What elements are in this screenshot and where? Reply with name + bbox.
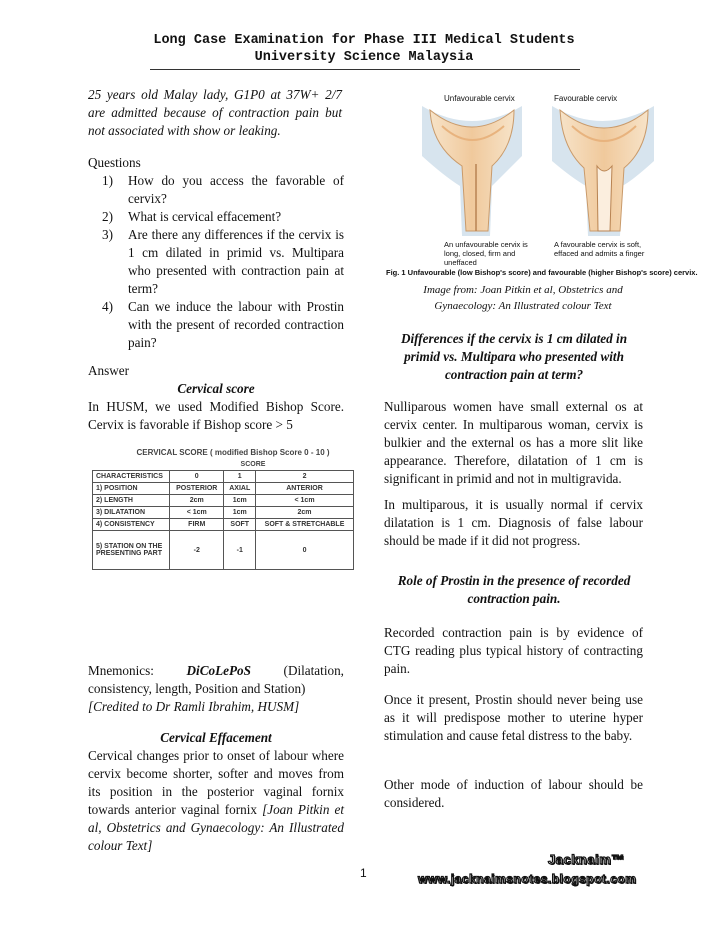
differences-paragraph-2: In multiparous, it is usually normal if cervix dilatation is 1 cm. Diagnosis of false labour should be made if it did not progress. [384,497,643,548]
list-item: 3) Are there any differences if the cervix is 1 cm dilated in primid vs. Multipara who presented with contraction pain at term? [102,227,344,296]
answer-heading: Answer [88,363,130,378]
brand-logo: Jacknaim™ [548,852,625,867]
figure-caption: Fig. 1 Unfavourable (low Bishop's score) and favourable (higher Bishop's score) cervix. [386,268,698,277]
table-row: 5) STATION ON THE PRESENTING PART -2 -1 0 [93,531,354,570]
header-divider [150,69,580,70]
prostin-heading: Role of Prostin in the presence of recorded contraction pain. [397,573,631,606]
figure-note-unfavourable: An unfavourable cervix is long, closed, firm and uneffaced [444,240,528,267]
table-row: 2) LENGTH 2cm 1cm < 1cm [93,495,354,507]
prostin-paragraph-1: Recorded contraction pain is by evidence of CTG reading plus typical history of contracting pain. [384,625,643,676]
questions-heading: Questions [88,155,141,170]
questions-list [88,172,344,352]
cervical-score-heading: Cervical score [177,381,255,396]
blog-url: www.jacknaimsnotes.blogspot.com [418,872,637,886]
questions-section [88,154,344,352]
list-item: 2) What is cervical effacement? [102,209,282,224]
figure-label-unfavourable: Unfavourable cervix [444,94,515,103]
differences-paragraph-1: Nulliparous women have small external os at cervix center. In multiparous woman, cervix is bulkier and the external os has a more slit like appearance. Therefore, dilatation of 1 cm is significant in primid and not in multigravida. [384,399,643,486]
prostin-paragraph-2: Once it present, Prostin should never being use as it will predispose mother to uterine hyper stimulation and cause fetal distress to the baby. [384,692,643,743]
case-intro: 25 years old Malay lady, G1P0 at 37W+ 2/7 are admitted because of contraction pain but not associated with show or leaking. [88,87,342,138]
effacement-reference: [Joan Pitkin et al, Obstetrics and Gynaecology: An Illustrated colour Text] [88,802,345,853]
table-row: 3) DILATATION < 1cm 1cm 2cm [93,507,354,519]
prostin-paragraph-3: Other mode of induction of labour should be considered. [384,777,643,810]
mnemonics-expansion: consistency, length, Position and Station) [88,681,306,696]
document-subtitle: University Science Malaysia [254,50,474,65]
cervix-illustration [422,106,660,246]
page-number: 1 [360,866,367,880]
score-table-title: CERVICAL SCORE ( modified Bishop Score 0 - 10 ) [136,448,330,457]
table-row: 1) POSITION POSTERIOR AXIAL ANTERIOR [93,483,354,495]
list-item: 4) Can we induce the labour with Prostin with the present of recorded contraction pain? [102,299,344,350]
figure-credit-line2: Gynaecology: An Illustrated colour Text [434,300,612,312]
bishop-score-table [92,448,354,638]
mnemonics-label: Mnemonics: [88,663,154,678]
effacement-text: Cervical changes prior to onset of labour where cervix become shorter, softer and moves from its position in the posterior vaginal fornix towards anterior vaginal fornix [Joan Pitkin et al, Obstetrics and Gynaecology: An Illustrated colour Text] [88,748,345,853]
list-item: 1) How do you access the favorable of cervix? [102,173,344,206]
mnemonics-credit: [Credited to Dr Ramli Ibrahim, HUSM] [88,699,300,714]
effacement-heading: Cervical Effacement [160,730,272,745]
mnemonic-word: DiCoLePoS [186,663,251,678]
score-grid [92,470,354,570]
figure-credit-line1: Image from: Joan Pitkin et al, Obstetrics and [423,284,623,296]
table-row: 4) CONSISTENCY FIRM SOFT SOFT & STRETCHABLE [93,519,354,531]
differences-heading: Differences if the cervix is 1 cm dilated in primid vs. Multipara who presented with contraction pain at term? [400,331,628,382]
mnemonics-block: Mnemonics: DiCoLePoS (Dilatation, consistency, length, Position and Station) [Credited to Dr Ramli Ibrahim, HUSM] [88,663,344,714]
figure-label-favourable: Favourable cervix [554,94,618,103]
cervical-score-text: In HUSM, we used Modified Bishop Score. Cervix is favorable if Bishop score > 5 [88,399,344,432]
table-row: CHARACTERISTICS 0 1 2 [93,471,354,483]
score-label: SCORE [240,461,266,468]
document-title: Long Case Examination for Phase III Medical Students [153,33,575,48]
figure-note-favourable: A favourable cervix is soft, effaced and admits a finger [554,240,645,258]
cervix-figure [386,94,698,280]
